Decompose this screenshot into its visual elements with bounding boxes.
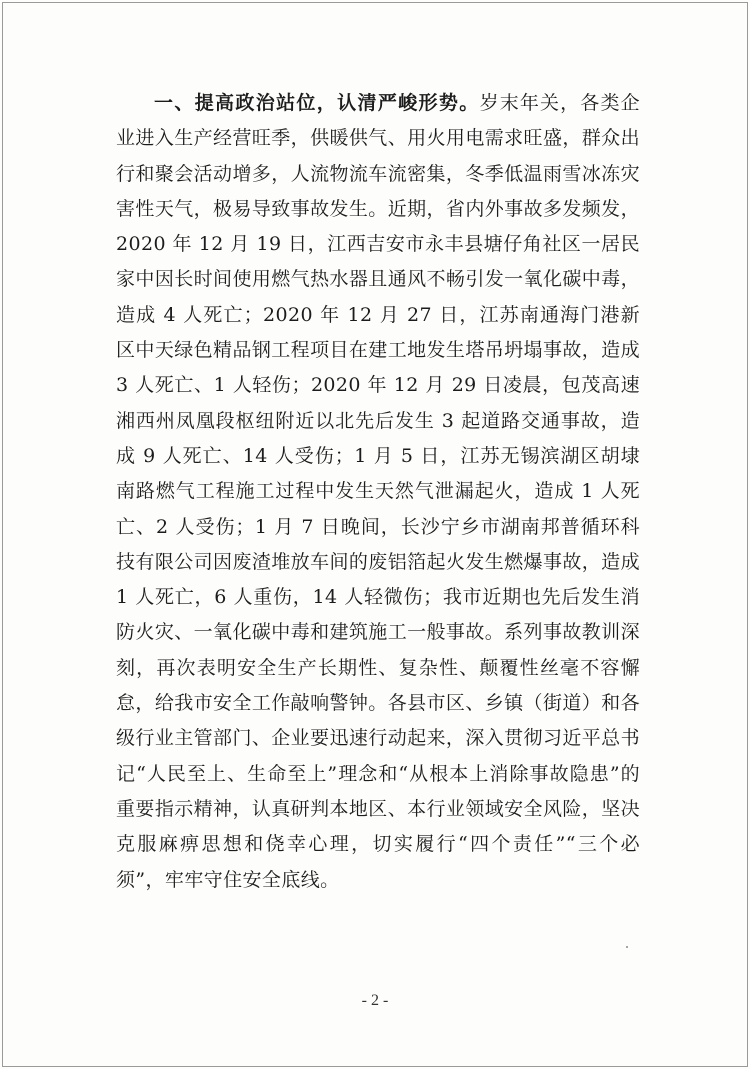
- scan-speck: [626, 946, 628, 948]
- paragraph-text: 岁末年关，各类企业进入生产经营旺季，供暖供气、用火用电需求旺盛，群众出行和聚会活动增多，人流物流车流密集，冬季低温雨雪冰冻灾害性天气，极易导致事故发生。近期，省内外事故多发频发，2020 年 12 月 19 日，江西吉安市永丰县塘仔角社区一居民家中因长时间使用燃气热水器且通风不畅引发一氧化碳中毒，造成 4 人死亡；2020 年 12 月 27 日，江苏南通海门港新区中天绿色精品钢工程项目在建工地发生塔吊坍塌事故，造成 3 人死亡、1 人轻伤；2020 年 12 月 29 日凌晨，包茂高速湘西州凤凰段枢纽附近以北先后发生 3 起道路交通事故，造成 9 人死亡、14 人受伤；1 月 5 日，江苏无锡滨湖区胡埭南路燃气工程施工过程中发生天然气泄漏起火，造成 1 人死亡、2 人受伤；1 月 7 日晚间，长沙宁乡市湖南邦普循环科技有限公司因废渣堆放车间的废铝箔起火发生燃爆事故，造成 1 人死亡，6 人重伤，14 人轻微伤；我市近期也先后发生消防火灾、一氧化碳中毒和建筑施工一般事故。系列事故教训深刻，再次表明安全生产长期性、复杂性、颠覆性丝毫不容懈怠，给我市安全工作敲响警钟。各县市区、乡镇（街道）和各级行业主管部门、企业要迅速行动起来，深入贯彻习近平总书记“人民至上、生命至上”理念和“从根本上消除事故隐患”的重要指示精神，认真研判本地区、本行业领域安全风险，坚决克服麻痹思想和侥幸心理，切实履行“四个责任”“三个必须”，牢牢守住安全底线。: [116, 92, 640, 891]
- body-paragraph: [116, 86, 640, 898]
- section-heading: 一、提高政治站位，认清严峻形势。: [154, 92, 480, 114]
- page-number: - 2 -: [361, 992, 389, 1009]
